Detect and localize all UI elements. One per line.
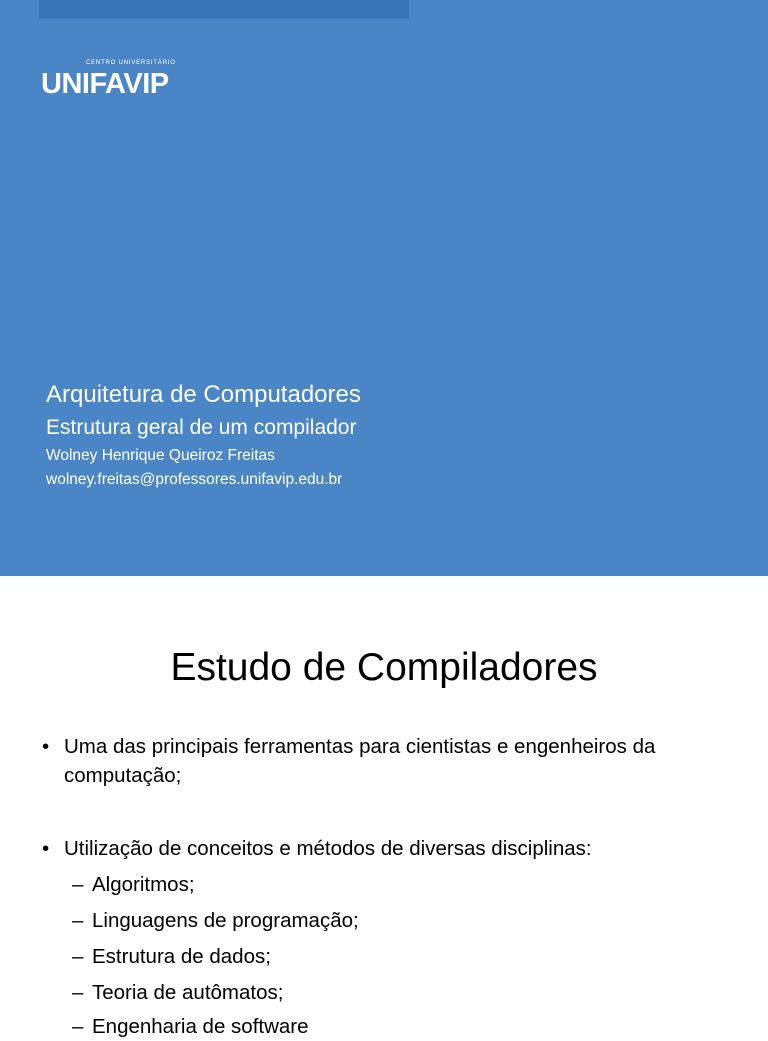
bullet-text: Uma das principais ferramentas para cientistas e engenheiros da computação; [64, 735, 656, 787]
dash-icon: – [72, 873, 84, 896]
logo-tagline: CENTRO UNIVERSITÁRIO [86, 60, 176, 66]
sub-item-text: Engenharia de software [92, 1015, 309, 1038]
dash-icon: – [72, 909, 84, 932]
sub-item-text: Algoritmos; [92, 873, 195, 896]
author-name: Wolney Henrique Queiroz Freitas [46, 447, 275, 464]
bullet-dot-icon: • [42, 837, 50, 860]
dash-icon: – [72, 981, 84, 1004]
presentation-subtitle: Estrutura geral de um compilador [46, 416, 357, 439]
dash-icon: – [72, 945, 84, 968]
author-email: wolney.freitas@professores.unifavip.edu.br [46, 471, 343, 488]
sub-item-text: Estrutura de dados; [92, 945, 271, 968]
logo-wordmark: UNIFAVIP [41, 68, 169, 100]
presentation-title: Arquitetura de Computadores [46, 381, 361, 408]
sub-item-text: Linguagens de programação; [92, 909, 359, 932]
unifavip-logo [41, 58, 181, 102]
top-accent-bar [39, 0, 409, 19]
bullet-text: Utilização de conceitos e métodos de diversas disciplinas: [64, 837, 592, 860]
dash-icon: – [72, 1015, 84, 1038]
slide-title: Estudo de Compiladores [170, 646, 598, 689]
sub-item-text: Teoria de autômatos; [92, 981, 284, 1004]
bullet-dot-icon: • [42, 735, 50, 758]
